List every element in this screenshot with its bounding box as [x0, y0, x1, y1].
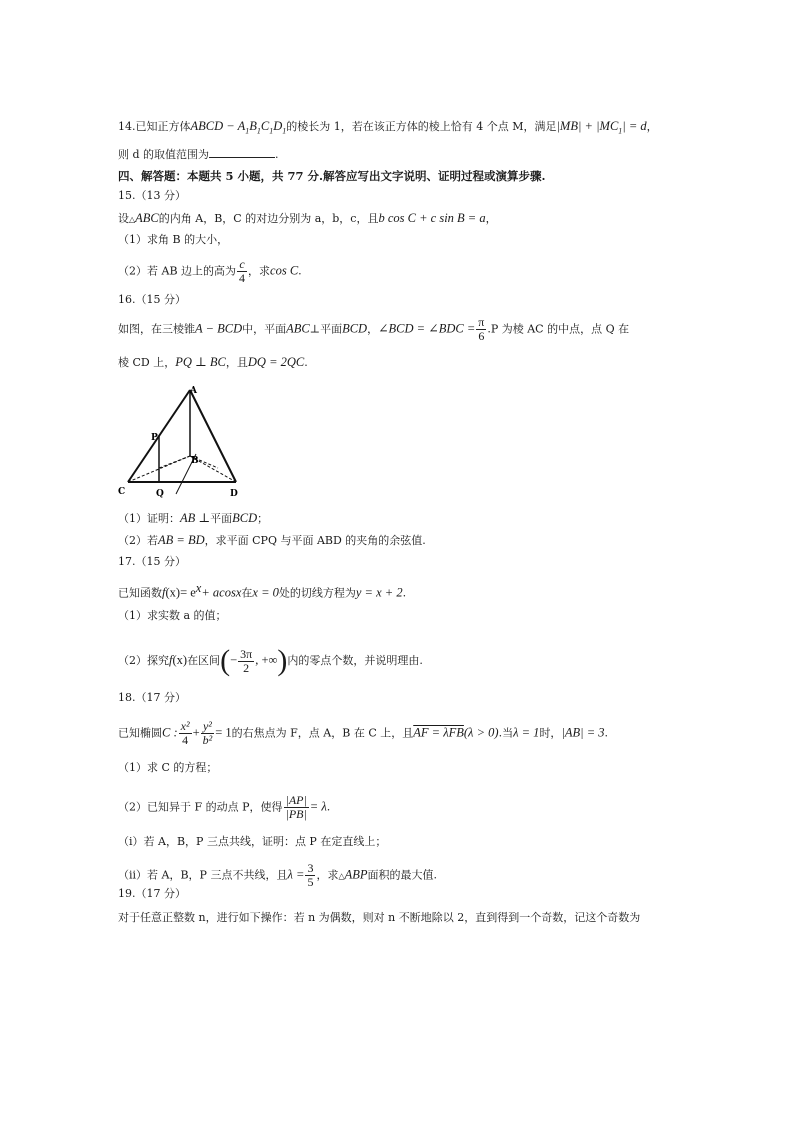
fraction-c-over-4: $\frac{c}{4}$ [239, 257, 246, 285]
q14-line2: 则 d 的取值范围为 . [118, 148, 279, 161]
edge-AD [190, 390, 236, 482]
q19-statement: 对于任意正整数 n，进行如下操作：若 n 为偶数，则对 n 不断地除以 2，直到得到一个奇数，记这个奇数为 [118, 911, 641, 924]
q18-part2-i: （i）若 A，B，P 三点共线，证明：点 P 在定直线上； [118, 835, 387, 848]
cube-expression: ABCD − $A_1B_1C_1D_1$ [190, 119, 287, 136]
q15-statement: 设△ABC的内角 A，B，C 的对边分别为 a，b，c，且b cos C + c sin B = a， [118, 211, 497, 225]
fraction-x2-over-4: $\frac{\text{x²}}{4}$ [180, 719, 190, 747]
q18-part2: （2）已知异于 F 的动点 P，使得 $\frac{|AP|}{|PB|}$ = λ. [118, 793, 331, 821]
q18-part1: （1）求 C 的方程； [118, 761, 218, 774]
q17-part1: （1）求实数 a 的值； [118, 609, 227, 622]
fraction-3-over-5: $\frac{3}{5}$ [307, 861, 314, 889]
hidden-edges [128, 456, 236, 482]
label-A: A [190, 386, 197, 396]
fraction-AP-over-PB: $\frac{|AP|}{|PB|}$ [285, 793, 307, 821]
q15-heading: 15.（13 分） [118, 189, 186, 202]
q16-part1: （1）证明：AB ⊥平面BCD； [118, 511, 269, 525]
q18-part2-ii: （ii）若 A，B，P 三点不共线，且λ = $\frac{3}{5}$ ，求△ABP面积的最大值. [118, 861, 438, 889]
label-Q: Q [156, 489, 164, 499]
q16-statement: 如图，在三棱锥A − BCD中，平面ABC⊥平面BCD，∠BCD = ∠BDC = $\frac{\pi}{6}$ .P 为棱 AC 的中点，点 Q 在 [118, 315, 630, 343]
label-D: D [230, 489, 238, 499]
fraction-3pi-over-2: $\frac{3\pi}{2}$ [240, 646, 253, 675]
section-heading: 四、解答题：本题共 5 小题，共 77 分.解答应写出文字说明、证明过程或演算步骤. [118, 169, 546, 183]
q16-line2: 棱 CD 上，PQ ⊥ BC，且DQ = 2QC. [118, 355, 308, 369]
q16-part2: （2）若AB = BD，求平面 CPQ 与平面 ABD 的夹角的余弦值. [118, 533, 426, 547]
q14-line1: 14.已知正方体ABCD − $A_1B_1C_1D_1$的棱长为 1，若在该正方体的棱上恰有 4 个点 M，满足$|MB| + |MC_1| = d$， [118, 119, 658, 136]
q15-equation: b cos C + c sin B = a [378, 211, 486, 225]
fraction-y2-over-b2: $\frac{\text{y²}}{\text{b²}}$ [202, 719, 213, 747]
q18-heading: 18.（17 分） [118, 691, 186, 704]
label-B: B [191, 456, 199, 466]
vector-equation: AF = λFB [413, 725, 464, 740]
q17-part2: （2）探究f(x)在区间(− $\frac{3\pi}{2}$ , +∞)内的零点个数，并说明理由. [118, 644, 423, 677]
q17-heading: 17.（15 分） [118, 555, 186, 568]
pyramid-edges [128, 390, 236, 482]
q15-part1: （1）求角 B 的大小， [118, 233, 229, 246]
q19-heading: 19.（17 分） [118, 887, 186, 900]
label-C: C [118, 487, 126, 497]
distance-condition: $|MB| + |MC_1| = d$ [556, 119, 647, 136]
fraction-pi-over-6: $\frac{\pi}{6}$ [478, 315, 485, 343]
pyramid-figure [118, 384, 246, 502]
label-P: P [151, 433, 158, 443]
q18-statement: 已知椭圆C : $\frac{\text{x²}}{4}$ + $\frac{\text{y²}}{\text{b²}}$ = 1的右焦点为 F，点 A，B 在 C 上，且AF = λFB(λ > 0).当λ = 1时，|AB| = 3. [118, 719, 609, 747]
answer-blank[interactable] [209, 146, 275, 158]
q15-part2: （2）若 AB 边上的高为 $\frac{c}{4}$ ，求cos C. [118, 257, 302, 285]
q17-statement: 已知函数$f(x)= e^x+ acosx$在x = 0处的切线方程为y = x + 2. [118, 581, 407, 600]
q16-heading: 16.（15 分） [118, 293, 186, 306]
